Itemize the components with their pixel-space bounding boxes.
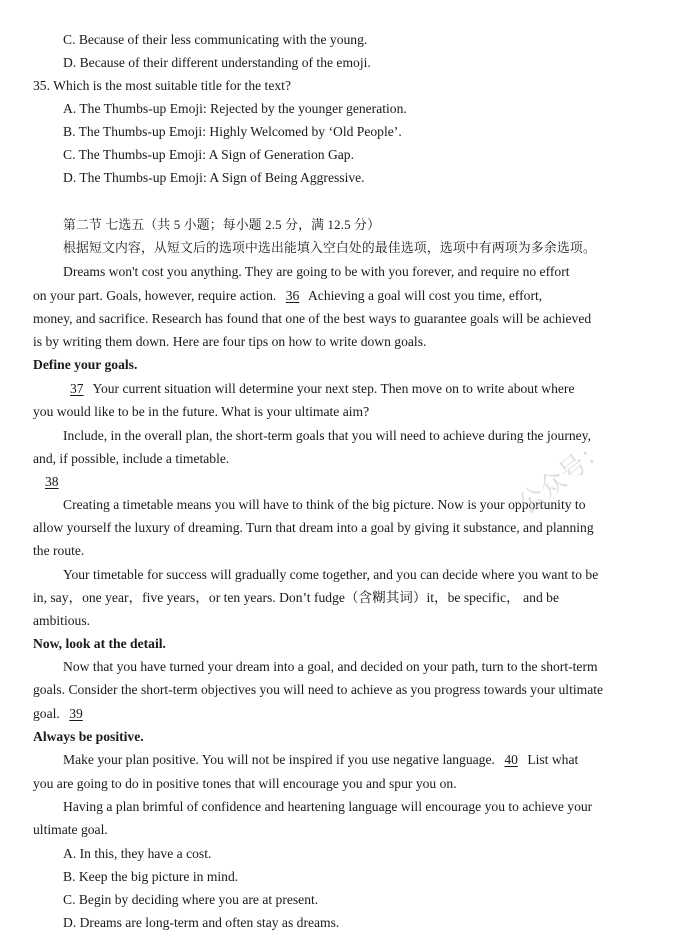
- q35-option-a: A. The Thumbs-up Emoji: Rejected by the younger generation.: [63, 101, 407, 116]
- choice-a: A. In this, they have a cost.: [63, 846, 212, 861]
- blank-37: 37: [70, 381, 84, 396]
- passage-line: ambitious.: [33, 613, 91, 628]
- passage-line: [33, 284, 542, 307]
- passage-line: is by writing them down. Here are four tips on how to write down goals.: [33, 334, 427, 349]
- heading-be-positive: Always be positive.: [33, 729, 144, 744]
- passage-line: Having a plan brimful of confidence and heartening language will encourage you to achieve your: [63, 799, 593, 814]
- q35-option-d: D. The Thumbs-up Emoji: A Sign of Being Aggressive.: [63, 170, 365, 185]
- blank-39: 39: [69, 706, 83, 721]
- choice-c: C. Begin by deciding where you are at present.: [63, 892, 319, 907]
- passage-line: Include, in the overall plan, the short-term goals that you will need to achieve during the journey,: [63, 428, 591, 443]
- passage-line: ultimate goal.: [33, 822, 108, 837]
- q35-option-b: B. The Thumbs-up Emoji: Highly Welcomed by ‘Old People’.: [63, 124, 402, 139]
- q35-option-c: C. The Thumbs-up Emoji: A Sign of Generation Gap.: [63, 147, 354, 162]
- choice-d: D. Dreams are long-term and often stay as dreams.: [63, 915, 340, 930]
- passage-line: the route.: [33, 543, 85, 558]
- passage-text: goal.: [33, 706, 60, 721]
- passage-line: money, and sacrifice. Research has found that one of the best ways to guarantee goals will be achieved: [33, 311, 592, 326]
- passage-line: [39, 470, 65, 493]
- passage-text: List what: [527, 752, 579, 767]
- heading-look-at-detail: Now, look at the detail.: [33, 636, 166, 651]
- passage-line: you are going to do in positive tones that will encourage you and spur you on.: [33, 776, 457, 791]
- passage-line: [63, 748, 578, 771]
- passage-line: [64, 377, 574, 400]
- watermark: 公众号：: [512, 432, 614, 521]
- blank-40: 40: [504, 752, 518, 767]
- section-title: 第二节 七选五（共 5 小题；每小题 2.5 分，满 12.5 分）: [63, 218, 381, 232]
- passage-text: Achieving a goal will cost you time, effort,: [307, 288, 543, 303]
- passage-text: Your current situation will determine your next step. Then move on to write about where: [92, 381, 575, 396]
- passage-line: Dreams won't cost you anything. They are going to be with you forever, and require no effort: [63, 264, 570, 279]
- q35-question: 35. Which is the most suitable title for the text?: [33, 78, 291, 93]
- passage-line: you would like to be in the future. What is your ultimate aim?: [33, 404, 370, 419]
- passage-line: and, if possible, include a timetable.: [33, 451, 230, 466]
- q34-option-d: D. Because of their different understanding of the emoji.: [63, 55, 371, 70]
- blank-38: 38: [45, 474, 59, 489]
- passage-line: goals. Consider the short-term objectives you will need to achieve as you progress towards your ultimate: [33, 682, 604, 697]
- passage-line: Now that you have turned your dream into a goal, and decided on your path, turn to the short-term: [63, 659, 598, 674]
- passage-text: on your part. Goals, however, require action.: [33, 288, 277, 303]
- heading-define-goals: Define your goals.: [33, 357, 138, 372]
- passage-line: in, say，one year，five years，or ten years. Don’t fudge（含糊其词）it，be specific， and be: [33, 590, 559, 605]
- choice-b: B. Keep the big picture in mind.: [63, 869, 239, 884]
- passage-line: [33, 702, 89, 725]
- passage-text: Make your plan positive. You will not be inspired if you use negative language.: [63, 752, 495, 767]
- q34-option-c: C. Because of their less communicating with the young.: [63, 32, 368, 47]
- passage-line: Your timetable for success will gradually come together, and you can decide where you want to be: [63, 567, 599, 582]
- passage-line: allow yourself the luxury of dreaming. Turn that dream into a goal by giving it substance, and planning: [33, 520, 594, 535]
- blank-36: 36: [285, 288, 300, 303]
- passage-line: Creating a timetable means you will have to think of the big picture. Now is your opportunity to: [63, 497, 586, 512]
- section-instruction: 根据短文内容，从短文后的选项中选出能填入空白处的最佳选项，选项中有两项为多余选项。: [63, 241, 596, 255]
